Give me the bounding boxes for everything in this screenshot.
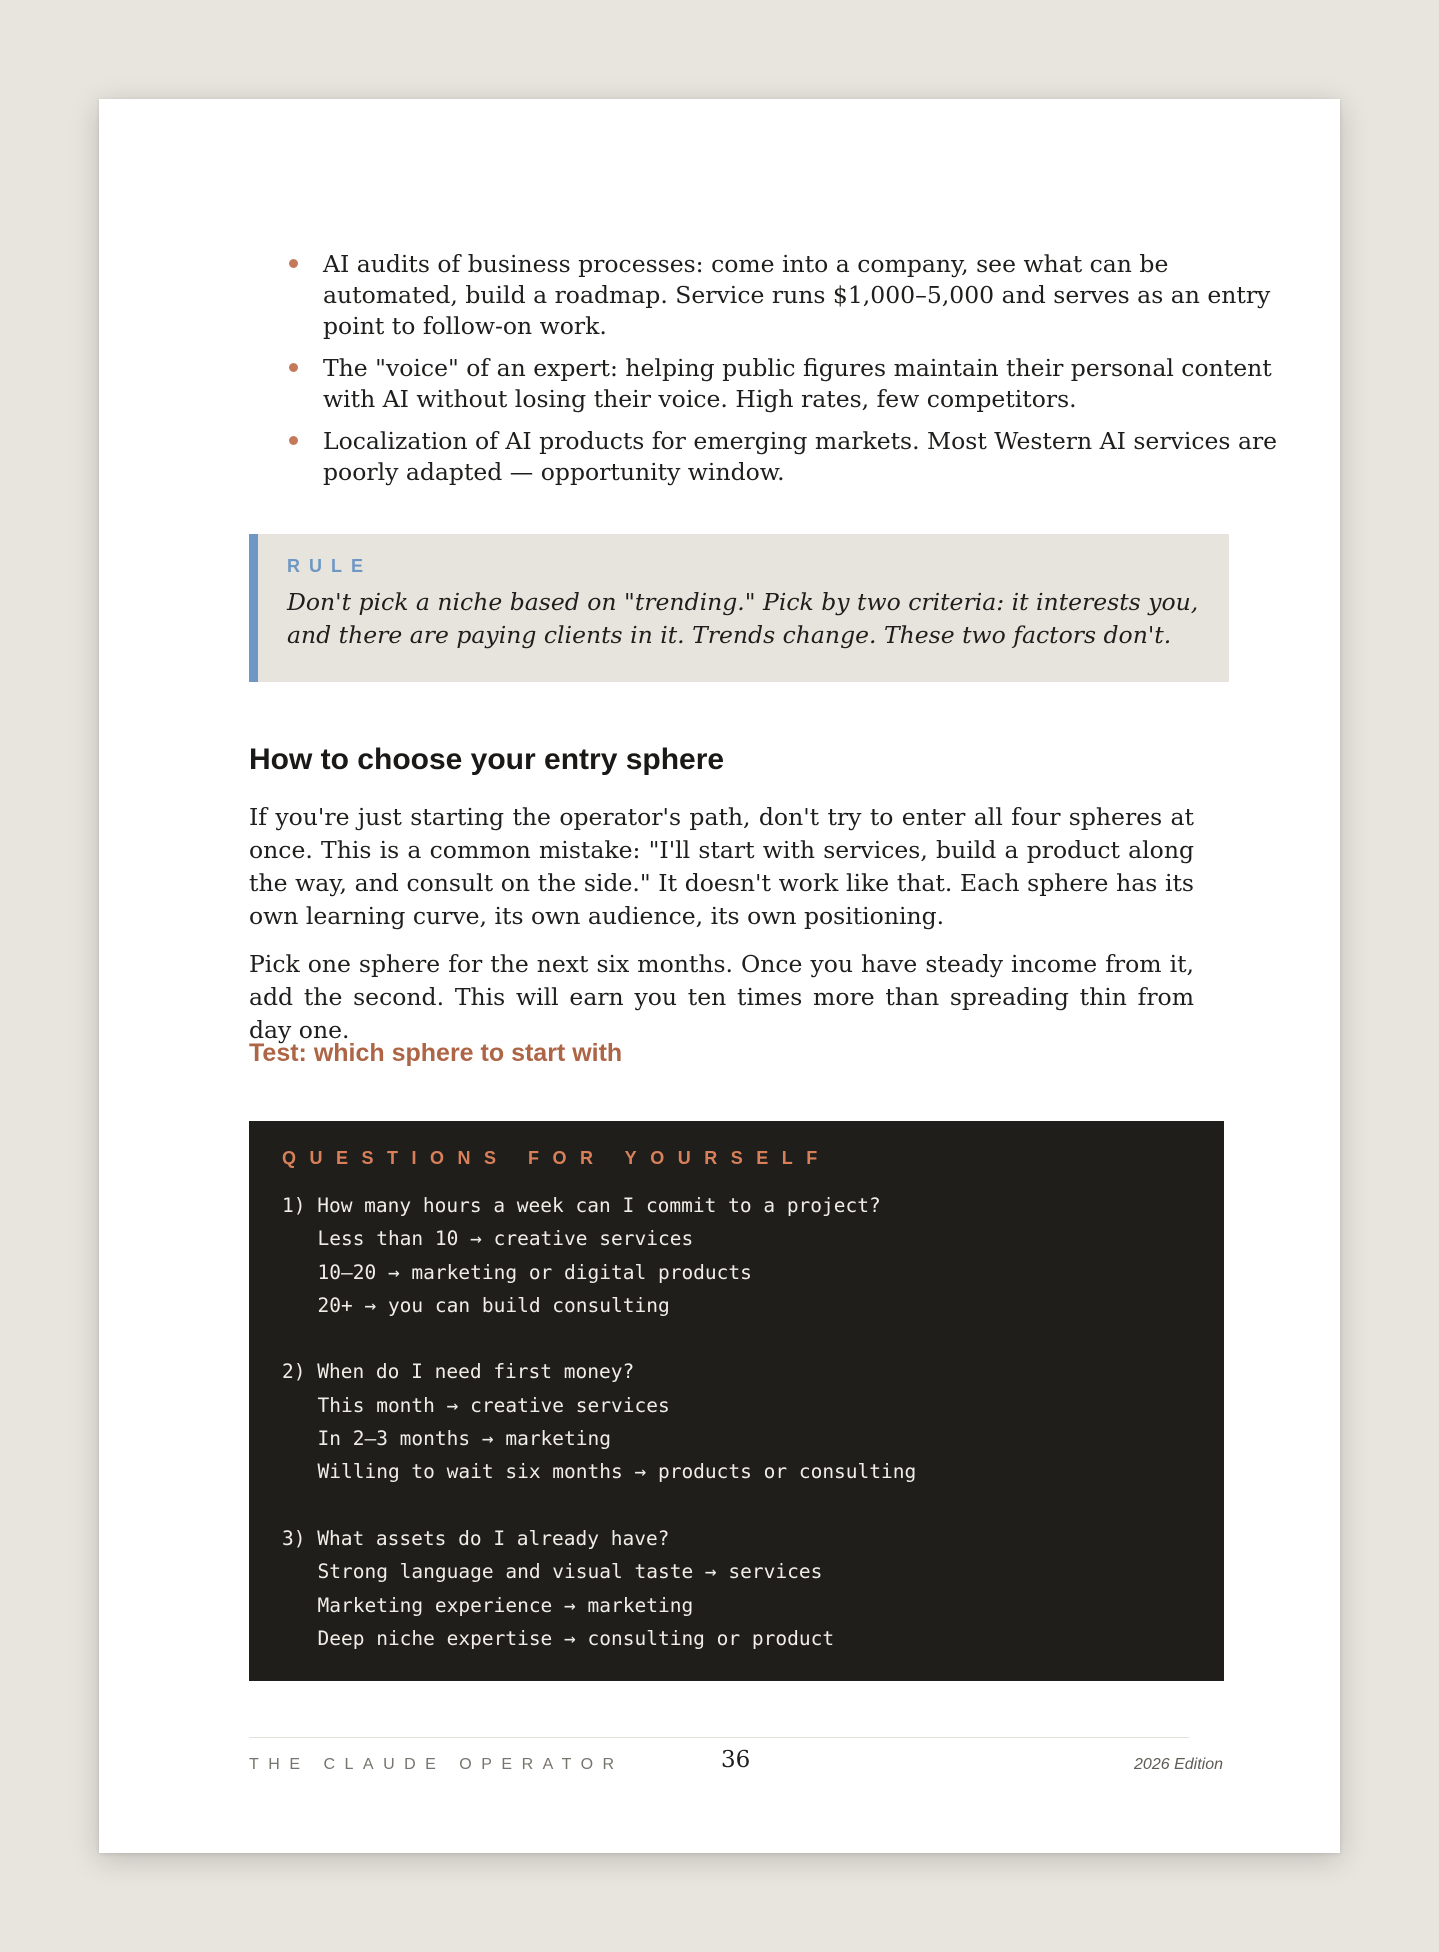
answer-option: 20+ → you can build consulting: [317, 1293, 670, 1317]
question-block: [282, 1355, 1190, 1488]
list-item: [249, 249, 1279, 342]
question-text: 1) How many hours a week can I commit to a project?: [282, 1194, 881, 1217]
page-number: 36: [721, 1747, 751, 1773]
footer-divider: [249, 1737, 1189, 1738]
answer-option: Deep niche expertise → consulting or product: [317, 1626, 835, 1650]
paragraph: Pick one sphere for the next six months. Once you have steady income from it, add the second. This will earn you ten times more than spreading thin from day one.: [249, 950, 1194, 1044]
answer-option: This month → creative services: [317, 1393, 670, 1417]
bullet-dot-icon: [289, 363, 298, 372]
answer-option: Marketing experience → marketing: [317, 1593, 694, 1617]
question-text: 3) What assets do I already have?: [282, 1526, 670, 1550]
rule-callout: [249, 534, 1229, 682]
questions-label: QUESTIONS FOR YOURSELF: [282, 1148, 831, 1168]
bullet-text: Localization of AI products for emerging markets. Most Western AI services are poorly adapted — opportunity window.: [323, 427, 1278, 486]
bullet-list: [249, 249, 1279, 499]
bullet-dot-icon: [289, 259, 298, 268]
answer-option: In 2–3 months → marketing: [317, 1427, 611, 1451]
bullet-dot-icon: [289, 436, 298, 445]
section-title: How to choose your entry sphere: [249, 743, 725, 776]
question-block: [282, 1189, 1190, 1322]
questions-box: [249, 1121, 1224, 1681]
answer-option: Willing to wait six months → products or consulting: [317, 1460, 917, 1484]
answer-option: Strong language and visual taste → services: [317, 1560, 823, 1584]
footer-book-title: THE CLAUDE OPERATOR: [249, 1756, 624, 1773]
question-block: [282, 1522, 1190, 1655]
rule-text: Don't pick a niche based on "trending." Pick by two criteria: it interests you, and there are paying clients in it. Trends change. These two factors don't.: [287, 588, 1199, 649]
subsection-title: Test: which sphere to start with: [249, 1039, 623, 1067]
book-page: [99, 99, 1340, 1853]
footer-edition: 2026 Edition: [1134, 1756, 1223, 1773]
list-item: [249, 353, 1279, 415]
bullet-text: AI audits of business processes: come into a company, see what can be automated, build a roadmap. Service runs $1,000–5,000 and serves as an entry point to follow-on work.: [323, 250, 1271, 340]
answer-option: Less than 10 → creative services: [317, 1227, 694, 1251]
paragraph: If you're just starting the operator's path, don't try to enter all four spheres at once. This is a common mistake: "I'll start with services, build a product along the way, and consult on the side." It doesn't work like that. Each sphere has its own learning curve, its own audience, its own positioning.: [249, 803, 1194, 930]
list-item: [249, 426, 1279, 488]
question-text: 2) When do I need first money?: [282, 1360, 635, 1384]
answer-option: 10–20 → marketing or digital products: [317, 1260, 752, 1284]
bullet-text: The "voice" of an expert: helping public figures maintain their personal content with AI without losing their voice. High rates, few competitors.: [323, 354, 1272, 413]
rule-label: RULE: [287, 556, 372, 576]
